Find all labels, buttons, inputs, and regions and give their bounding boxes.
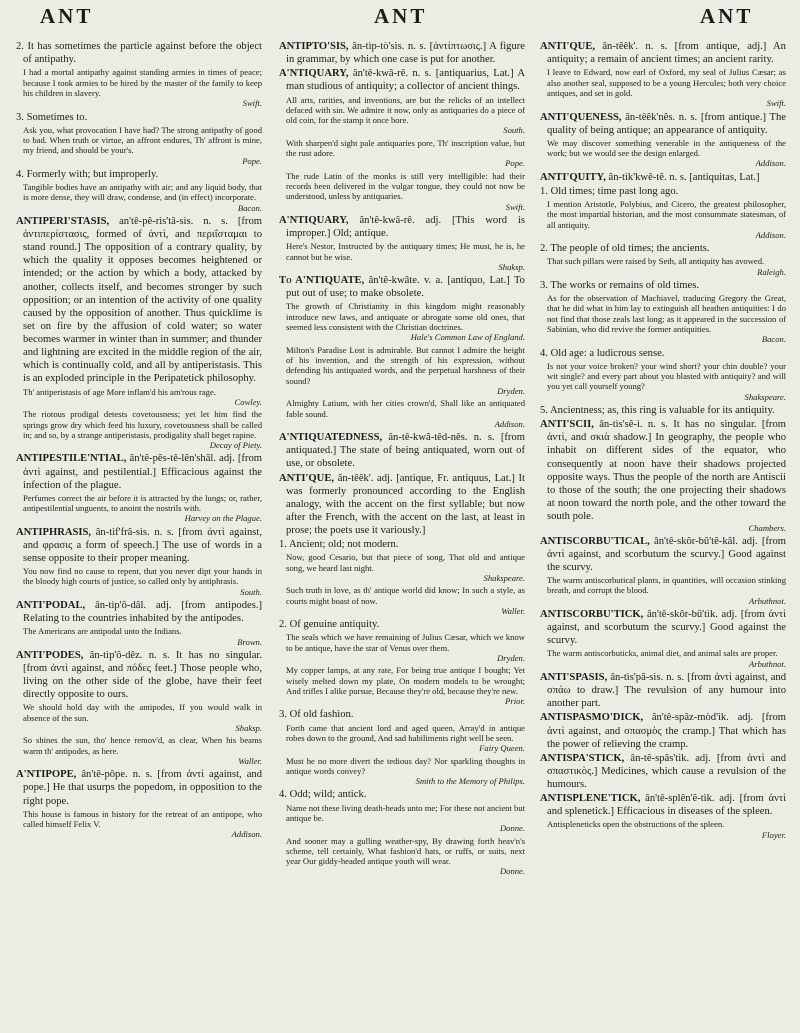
quote-text: The warm antiscorbuticks, animal diet, and animal salts are proper.: [547, 648, 778, 659]
dictionary-column-3: [540, 40, 786, 1025]
quote-source: Arbuthnot.: [748, 658, 786, 669]
quote-text: Is not your voice broken? your wind short? your chin double? your wit single? and every part about you blasted with antiquity? and will you yet call yourself young?: [547, 360, 786, 392]
entry-headword: ANTI'PODAL,: [16, 600, 86, 612]
entry-definition: ân'tê-skôr-bû'tìk. adj. [from ἀντὶ against, and scorbutum the scurvy.] Good against the scurvy.: [547, 609, 786, 647]
entry-headword: ANTI'QUE,: [279, 472, 335, 484]
dictionary-entry: [279, 40, 525, 66]
sense-definition: 3. The works or remains of old times.: [540, 279, 699, 291]
quote-text: Name not these living death-heads unto me; For these not ancient but antique be.: [286, 802, 525, 823]
citation-quote: [286, 552, 525, 583]
quote-source: Waller.: [501, 605, 525, 616]
entry-headword: A'NTIQUARY,: [279, 68, 349, 80]
entry-definition: ân'tê-pôpe. n. s. [from ἀντὶ against, and pope.] He that usurps the popedom, in opposition to the right pope.: [23, 769, 262, 807]
quote-text: We may discover something venerable in the antiqueness of the work; but we would see the design enlarged.: [547, 137, 786, 159]
citation-quote: [547, 256, 786, 277]
quote-text: We should hold day with the antipodes, If you would walk in absence of the sun.: [23, 702, 262, 723]
quote-source: Donne.: [499, 866, 525, 877]
dictionary-entry: [16, 215, 262, 386]
quote-text: Ask you, what provocation I have had? The strong antipathy of good to bad. When truth or virtue, an affront endures, Th' affront is mine, my friend, and should be your's.: [23, 124, 262, 156]
sense-definition: 4. Old age: a ludicrous sense.: [540, 347, 665, 359]
sense-definition: 2. It has sometimes the particle against before the object of antipathy.: [16, 41, 262, 66]
dictionary-entry: [16, 526, 262, 565]
quote-text: As for the observation of Machiavel, traducing Gregory the Great, that he did what in him lay to extinguish all heathen antiquities: I do not find that those zeals last long; as it appeared in the succession of Sabinian, who did revive the former antiquities.: [547, 293, 786, 334]
dictionary-entry: [16, 599, 262, 625]
sense-definition: 4. Formerly with; but improperly.: [16, 168, 159, 180]
entry-definition: ân-tìf'frâ-sìs. n. s. [from ἀντὶ against, and φρασις a form of speech.] The use of words in a sense opposite to their proper meaning.: [23, 526, 262, 564]
quote-source: Smith to the Memory of Philips.: [415, 776, 525, 787]
quote-source: Shaksp.: [235, 723, 262, 734]
quote-source: Arbuthnot.: [748, 595, 786, 606]
citation-quote: [286, 632, 525, 663]
quote-text: Th' antiperistasis of age More inflam'd his am'rous rage.: [23, 386, 216, 397]
quote-text: Now, good Cesario, but that piece of song, That old and antique song, we heard last night.: [286, 552, 525, 573]
citation-quote: [286, 585, 525, 616]
quote-text: All arts, rarities, and inventions, are but the relicks of an intellect defaced with sin. We admire it now, only as antiquaries do a piece of old coin, for the stamp it once bore.: [286, 94, 525, 126]
quote-source: Dryden.: [497, 385, 525, 396]
entry-definition: ân-tìp-tò'sìs. n. s. [ἀντίπτωσις.] A figure in grammar, by which one case is put for another.: [286, 41, 525, 66]
dictionary-entry: [540, 418, 786, 534]
entry-definition: ân-tìp'ô-dêz. n. s. It has no singular. [from ἀντὶ against, and πόδες feet.] Those people who, living on the other side of the globe, have their feet directly opposite to ours.: [23, 649, 262, 701]
quote-text: The rude Latin of the monks is still very intelligible: had their records been delivered in the vulgar tongue, they could not now be understood, unless by antiquaries.: [286, 170, 525, 202]
citation-quote: [286, 301, 525, 342]
citation-quote: [547, 819, 786, 840]
sense-definition: 2. Of genuine antiquity.: [279, 619, 380, 631]
citation-quote: [23, 125, 262, 166]
citation-quote: [547, 575, 786, 606]
citation-quote: [23, 387, 262, 408]
quote-source: Donne.: [499, 823, 525, 834]
quote-text: I had a mortal antipathy against standing armies in times of peace; because I took armies to be hired by the master of the family to keep his children in slavery.: [23, 67, 262, 98]
quote-source: Swift.: [766, 98, 786, 109]
entry-headword: ANTIPESTILE'NTIAL,: [16, 453, 127, 465]
entry-headword: ANTI'PODES,: [16, 649, 84, 661]
quote-text: Forth came that ancient lord and aged queen, Array'd in antique robes down to the ground, And sad habiliments right well be seen.: [286, 722, 525, 743]
dictionary-entry: [540, 752, 786, 791]
quote-text: The growth of Christianity in this kingdom might reasonably introduce new laws, and antiquate or abrogate some old ones, that seemed less consistent with the Christian doctrines.: [286, 301, 525, 332]
citation-quote: [23, 182, 262, 213]
dictionary-entry: [279, 472, 525, 538]
entry-headword: ANTI'QUITY,: [540, 171, 606, 183]
entry-definition: ân-têêk'. adj. [antique, Fr. antiquus, Lat.] It was formerly pronounced according to the English analogy, with the accent on the first syllable; but now after the French, with the accent on the last, at least in prose; the poets use it variously.]: [286, 472, 525, 536]
dictionary-entry: [540, 111, 786, 137]
quote-text: This house is famous in history for the retreat of an antipope, who called himself Felix V.: [23, 808, 262, 829]
quote-source: Pope.: [242, 155, 262, 166]
sense-definition: 1. Ancient; old; not modern.: [279, 539, 399, 551]
entry-headword: ANTIPTO'SIS,: [279, 41, 349, 52]
citation-quote: [286, 241, 525, 272]
quote-source: Pope.: [505, 158, 525, 169]
quote-source: South.: [240, 586, 262, 597]
citation-quote: [286, 665, 525, 706]
quote-source: Floyer.: [761, 829, 786, 840]
dictionary-column-1: [16, 40, 262, 1025]
quote-source: Waller.: [238, 756, 262, 766]
sense-definition: 5. Ancientness; as, this ring is valuable for its antiquity.: [540, 405, 775, 416]
entry-headword: ANTISPASMO'DICK,: [540, 712, 644, 724]
entry-headword: ANTISCORBU'TICAL,: [540, 535, 650, 547]
header-right-word: ANT: [700, 4, 754, 28]
quote-text: And sooner may a gulling weather-spy, By drawing forth heav'n's scheme, tell certainly, What fashion'd hats, or ruffs, or suits, next year Our giddy-headed antique youth will wear.: [286, 835, 525, 867]
citation-quote: [547, 138, 786, 169]
entry-headword: ANTI'SCII,: [540, 419, 594, 431]
quote-source: Hale's Common Law of England.: [410, 332, 525, 343]
citation-quote: [23, 702, 262, 733]
quote-source: Swift.: [505, 201, 525, 212]
citation-quote: [286, 803, 525, 834]
entry-definition: ân'tê-pês-tê-lên'shâl. adj. [from ἀντὶ against, and pestilential.] Efficacious against the infection of the plague.: [23, 453, 262, 491]
citation-quote: [23, 735, 262, 766]
citation-quote: [23, 626, 262, 647]
quote-source: Addison.: [755, 158, 786, 169]
citation-quote: [286, 345, 525, 397]
quote-text: The Americans are antipodal unto the Indians.: [23, 626, 182, 637]
citation-quote: [23, 67, 262, 108]
quote-text: Here's Nestor, Instructed by the antiquary times; He must, he is, he cannot but be wise.: [286, 241, 525, 262]
citation-quote: [547, 648, 786, 669]
entry-headword: ANTIPERI'STASIS,: [16, 215, 110, 227]
header-left-word: ANT: [40, 4, 94, 28]
quote-text: I mention Aristotle, Polybius, and Cicero, the greatest philosopher, the most impartial historian, and the most consummate statesman, of all antiquity.: [547, 198, 786, 230]
dictionary-entry: [279, 431, 525, 470]
citation-quote: [23, 493, 262, 524]
quote-text: With sharpen'd sight pale antiquaries pore, Th' inscription value, but the rust adore.: [286, 137, 525, 159]
entry-headword: ANTIPHRASIS,: [16, 526, 92, 538]
quote-text: The seals which we have remaining of Julius Cæsar, which we know to be antique, have the star of Venus over them.: [286, 632, 525, 653]
entry-definition: ân-tìs'pâ-sìs. n. s. [from ἀντὶ against, and σπάω to draw.] The revulsion of any humour into another part.: [547, 672, 786, 710]
quote-text: Antispleneticks open the obstructions of the spleen.: [547, 819, 725, 830]
quote-text: Such truth in love, as th' antique world did know; In such a style, as courts might boast of now.: [286, 585, 525, 606]
citation-quote: [286, 836, 525, 877]
sense-definition: 3. Of old fashion.: [279, 709, 354, 721]
entry-definition: ân-tìk'kwê-tê. n. s. [antiquitas, Lat.]: [608, 171, 760, 183]
entry-source: Chambers.: [748, 523, 786, 534]
quote-source: Dryden.: [497, 652, 525, 663]
entry-definition: ân'tê-kwâ-rê. n. s. [antiquarius, Lat.] A man studious of antiquity; a collector of ancient things.: [286, 68, 525, 93]
quote-text: I leave to Edward, now earl of Oxford, my seal of Julius Cæsar; as also another seal, supposed to be a young Hercules; both very choice antiques, and set in gold.: [547, 67, 786, 98]
citation-quote: [23, 809, 262, 840]
quote-source: Shaksp.: [498, 261, 525, 272]
quote-text: The riotous prodigal detests covetousness; yet let him find the springs grow dry which feed his luxury, covetousness shall be called in; and so, by a strange antiperistasis, prodigality shall beget rapine.: [23, 409, 262, 440]
dictionary-entry: [540, 671, 786, 710]
citation-quote: [547, 293, 786, 345]
dictionary-entry: [540, 792, 786, 818]
quote-source: Harvey on the Plague.: [184, 513, 262, 524]
entry-headword: A'NTIPOPE,: [16, 769, 77, 781]
dictionary-entry: [540, 40, 786, 66]
sense-definition: 4. Odd; wild; antick.: [279, 789, 367, 801]
quote-source: Swift.: [242, 98, 262, 109]
entry-definition: ân'tê-skôr-bû'tê-kâl. adj. [from ἀντὶ against, and scorbutum the scurvy.] Good against the scurvy.: [547, 535, 786, 574]
sense-definition: 1. Old times; time past long ago.: [540, 185, 679, 197]
citation-quote: [286, 398, 525, 429]
entry-headword: ANTISPLENE'TICK,: [540, 793, 641, 805]
quote-text: Almighty Latium, with her cities crown'd, Shall like an antiquated fable sound.: [286, 398, 525, 419]
entry-headword: ANTI'QUENESS,: [540, 111, 622, 123]
quote-source: Addison.: [494, 418, 525, 429]
entry-definition: ân'tê-spâz-mòd'ìk. adj. [from ἀντὶ against, and σπασμὸς the cramp.] That which has the power of relieving the cramp.: [547, 712, 786, 750]
quote-text: The warm antiscorbutical plants, in quantities, will occasion stinking breath, and corrupt the blood.: [547, 575, 786, 596]
quote-source: Brown.: [237, 636, 262, 647]
sense-definition: 2. The people of old times; the ancients.: [540, 243, 710, 255]
quote-source: Addison.: [231, 829, 262, 840]
entry-definition: ân-têêk'. n. s. [from antique, adj.] An antiquity; a remain of ancient times; an ancient rarity.: [547, 41, 786, 66]
quote-text: So shines the sun, tho' hence remov'd, as clear, When his beams warm th' antipodes, as here.: [23, 735, 262, 756]
quote-text: Milton's Paradise Lost is admirable. But cannot I admire the height of his invention, and the strength of his expression, without defending his antiquated words, and the perpetual harshness of their sound?: [286, 344, 525, 386]
quote-text: Perfumes correct the air before it is attracted by the lungs; or, rather, antipestilential unguents, to anoint the nostrils with.: [23, 492, 262, 514]
entry-definition: ân-tìp'ô-dâl. adj. [from antipodes.] Relating to the countries inhabited by the antipodes.: [23, 600, 262, 625]
dictionary-entry: [16, 452, 262, 491]
quote-source: Bacon.: [761, 334, 786, 345]
quote-text: Tangible bodies have an antipathy with air; and any liquid body, that is more dense, they will draw, condense, and (in effect) incorporate.: [23, 182, 262, 203]
quote-source: Addison.: [755, 229, 786, 240]
entry-definition: ân-têêk'nês. n. s. [from antique.] The quality of being antique; an appearance of antiquity.: [547, 111, 786, 136]
sense-definition: 3. Sometimes to.: [16, 111, 88, 123]
citation-quote: [286, 171, 525, 212]
quote-source: Decay of Piety.: [209, 440, 262, 451]
quote-source: Bacon.: [237, 202, 262, 213]
quote-source: Shakspeare.: [483, 572, 525, 583]
entry-headword: To A'NTIQUATE,: [279, 275, 365, 287]
entry-headword: A'NTIQUATEDNESS,: [279, 432, 383, 444]
entry-definition: ân-tê-spâs'tìk. adj. [from ἀντὶ and σπαστικὸς.] Medicines, which cause a revulsion of the humours.: [547, 752, 786, 791]
quote-text: Must he no more divert the tedious day? Nor sparkling thoughts in antique words convey?: [286, 755, 525, 776]
quote-source: Raleigh.: [757, 266, 786, 277]
citation-quote: [286, 756, 525, 787]
entry-definition: ân-tê-kwâ-têd-nês. n. s. [from antiquated.] The state of being antiquated, worn out of use, or obsolete.: [286, 432, 525, 470]
entry-definition: ân'tê-kwâte. v. a. [antiquo, Lat.] To put out of use; to make obsolete.: [286, 275, 525, 300]
citation-quote: [547, 199, 786, 240]
citation-quote: [286, 138, 525, 169]
citation-quote: [23, 566, 262, 597]
entry-headword: ANTISCORBU'TICK,: [540, 609, 644, 621]
header-center-word: ANT: [374, 4, 428, 28]
entry-definition: ân'tê-kwâ-rê. adj. [This word is improper.] Old; antique.: [286, 214, 525, 240]
quote-text: My copper lamps, at any rate, For being true antique I bought; Yet wisely melted down my plate, On modern models to be wrought; And trifles I alike pursue, Because they're old, because they're new.: [286, 665, 525, 696]
dictionary-entry: [279, 67, 525, 93]
dictionary-entry: [16, 768, 262, 807]
dictionary-entry: [540, 608, 786, 647]
dictionary-entry: [16, 649, 262, 702]
citation-quote: [286, 95, 525, 136]
entry-headword: ANTI'SPASIS,: [540, 672, 608, 684]
dictionary-entry: [279, 214, 525, 240]
citation-quote: [547, 361, 786, 402]
quote-source: Cowley.: [234, 396, 262, 407]
quote-source: South.: [503, 125, 525, 136]
entry-headword: ANTI'QUE,: [540, 41, 596, 52]
quote-text: You now find no cause to repent, that you never dipt your hands in the bloody high courts of justice, so called only by antiphrasis.: [23, 566, 262, 587]
quote-source: Prior.: [505, 696, 525, 707]
quote-source: Fairy Queen.: [479, 743, 525, 754]
page-header: [0, 4, 800, 34]
quote-source: Shakspeare.: [744, 391, 786, 402]
dictionary-entry: [540, 535, 786, 574]
entry-definition: an'tê-pê-rìs'tâ-sìs. n. s. [from ἀντιπερίστασις, formed of ἀντὶ, and περιΐσταμαι to stand round.] The opposition of a contrary quality, by which the quality it opposes becomes heightened or intended; or the action by which a body, attacked by another, collects itself, and becomes stronger by such opposition; or an intention of the activity of one quality caused by the opposition of another. Thus quicklime is set on fire by the affusion of cold water; so water becomes warmer in winter than in summer; and thunder and lightning are excited in the middle region of the air, which is continually cold, and all by antiperistasis. This is an exploded principle in the Peripatetick philosophy.: [23, 215, 262, 385]
quote-text: That such pillars were raised by Seth, all antiquity has avowed.: [547, 256, 765, 267]
citation-quote: [23, 409, 262, 450]
citation-quote: [286, 723, 525, 754]
entry-headword: A'NTIQUARY,: [279, 214, 349, 226]
dictionary-entry: [540, 171, 786, 184]
dictionary-column-2: [279, 40, 525, 1025]
entry-headword: ANTISPA'STICK,: [540, 752, 625, 764]
entry-definition: ân'tê-splên'ê-tìk. adj. [from ἀντὶ and splenetick.] Efficacious in diseases of the spleen.: [547, 793, 786, 818]
dictionary-entry: [540, 711, 786, 750]
entry-definition: ân-tìs'sê-ì. n. s. It has no singular. [from ἀντὶ, and σκιὰ shadow.] In geography, the people who inhabit on different sides of the equator, who consequently at noon have their shadows projected opposite ways. Thus the people of the north are Antiscii to those of the south; the one projecting their shadows at noon toward the north pole, and the other toward the south pole.: [547, 419, 786, 522]
citation-quote: [547, 67, 786, 108]
dictionary-entry: [279, 274, 525, 300]
